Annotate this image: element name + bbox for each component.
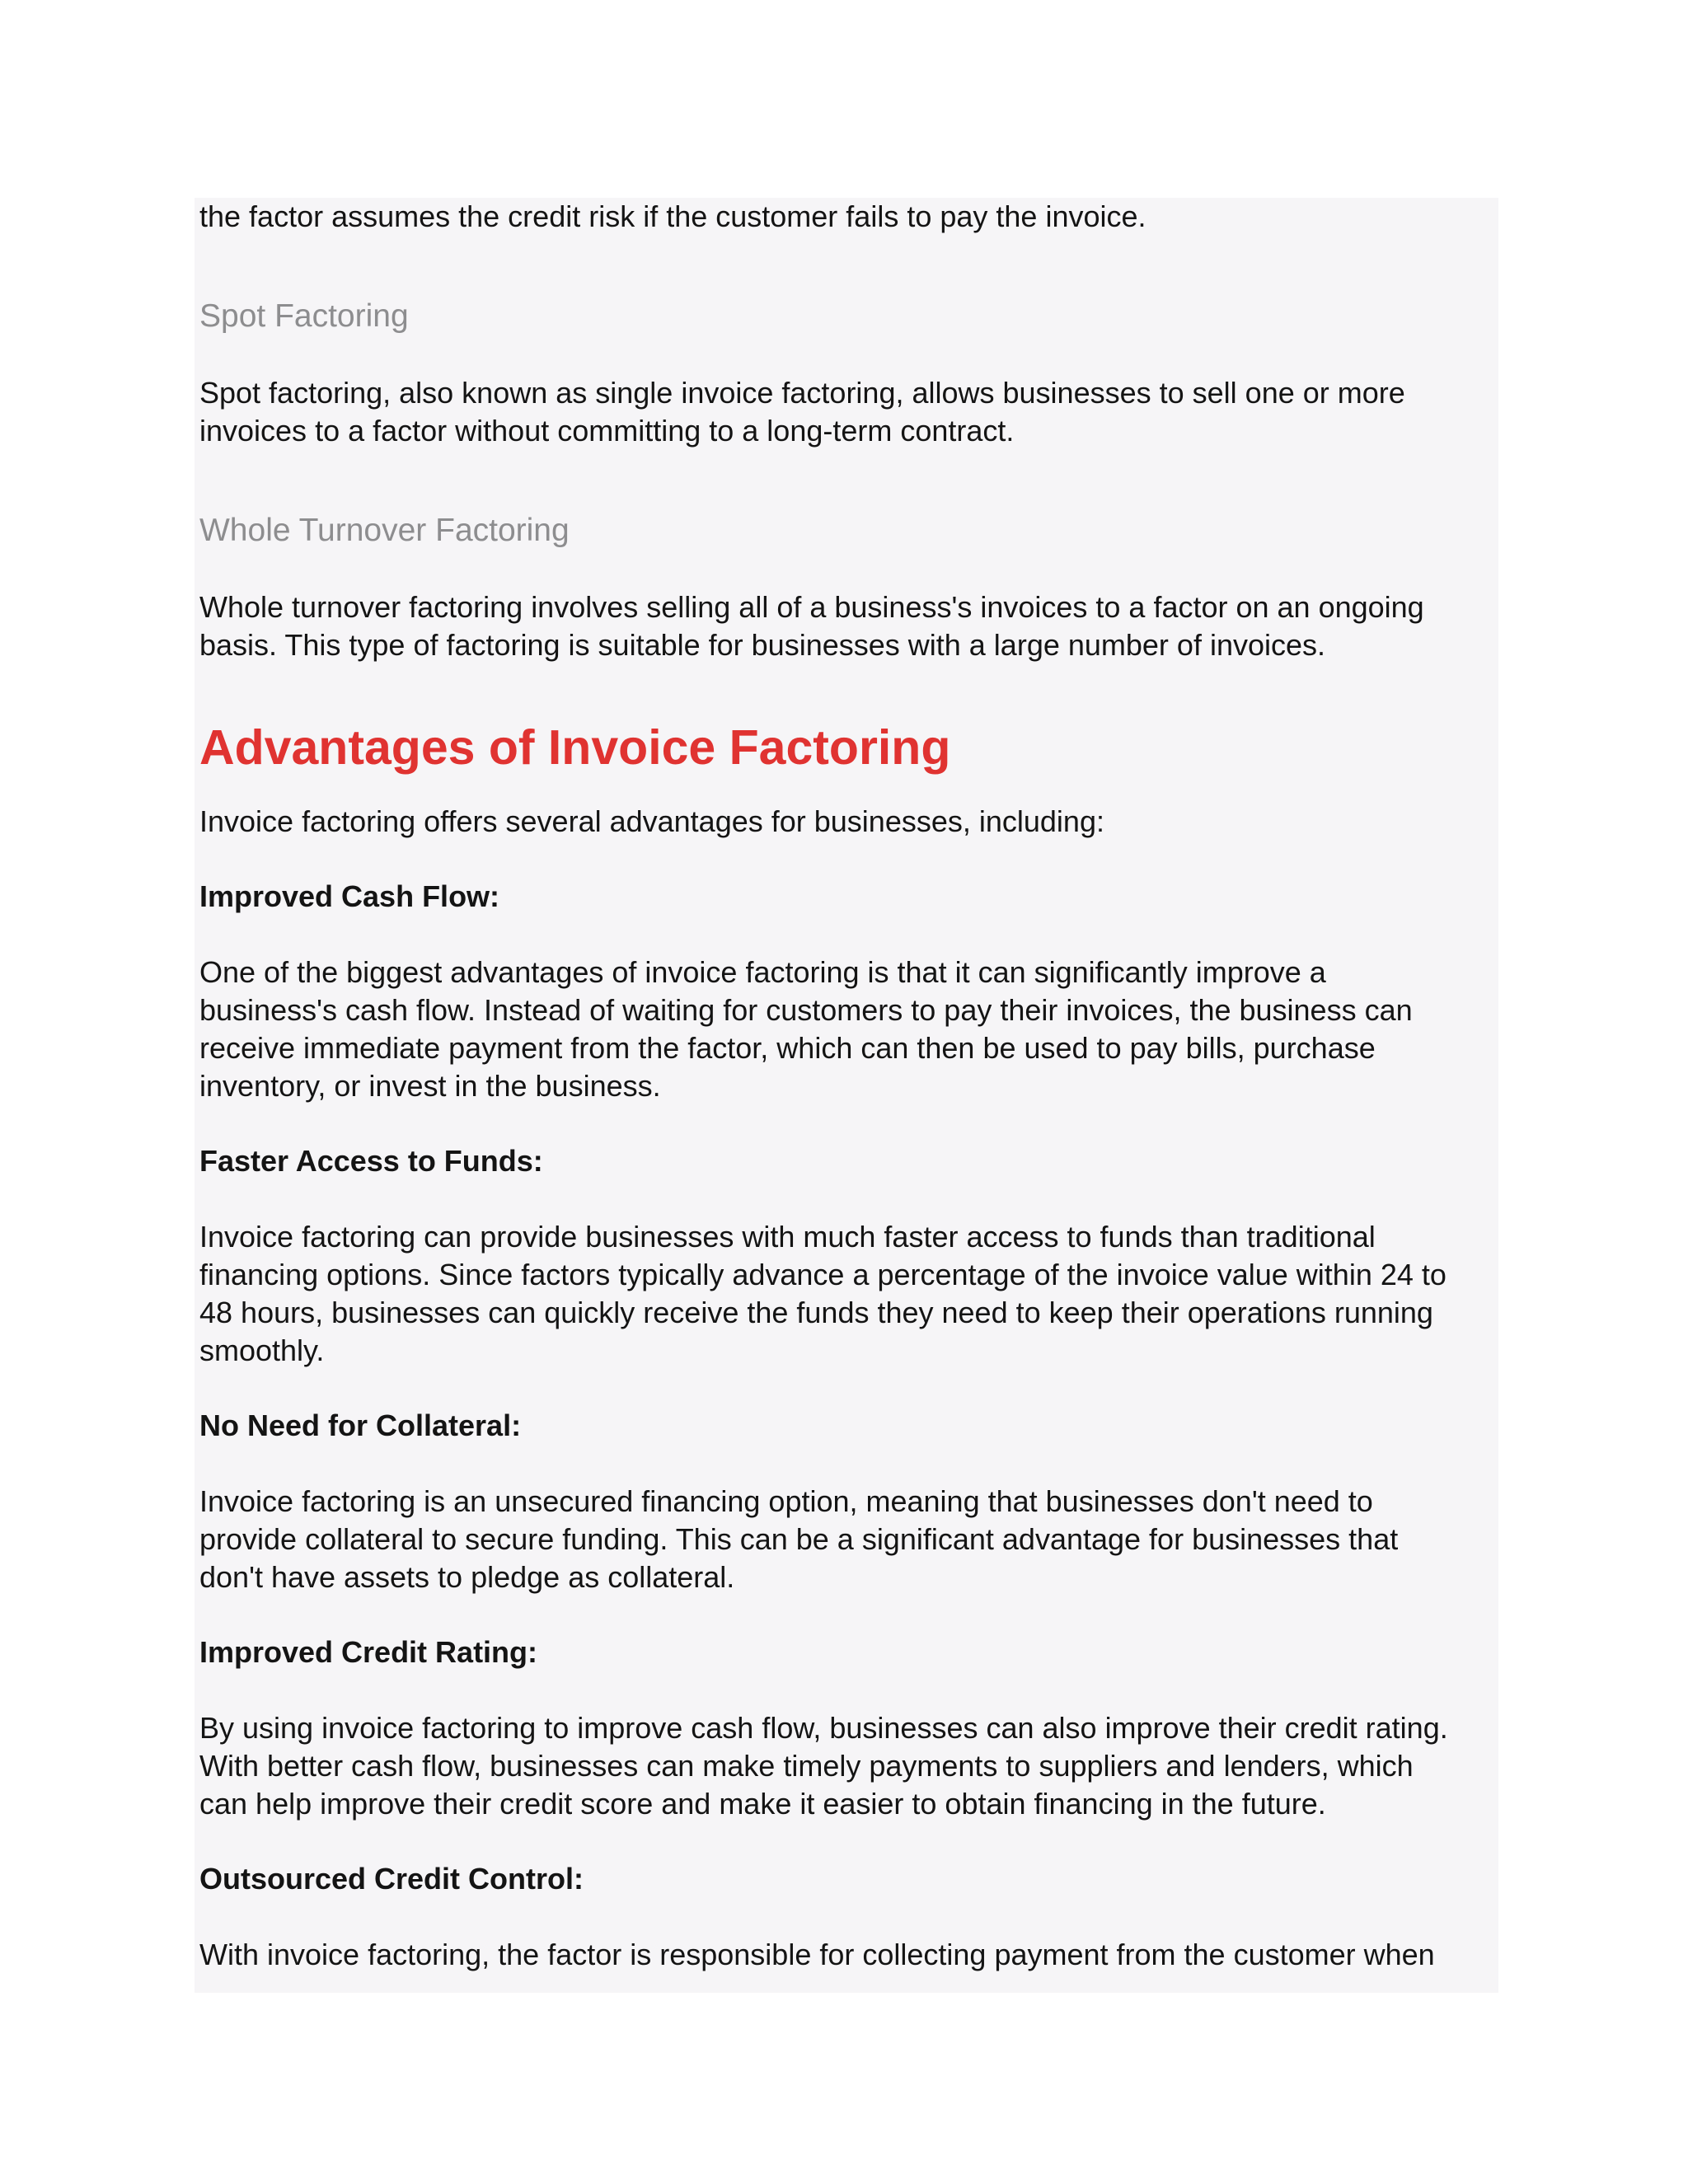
improved-credit-rating-label: Improved Credit Rating: <box>199 1635 538 1669</box>
paragraph-line: With invoice factoring, the factor is responsible for collecting payment from the customer when <box>199 1938 1435 1971</box>
paragraph-line: 48 hours, businesses can quickly receive the funds they need to keep their operations running <box>199 1296 1433 1329</box>
spot-factoring-heading: Spot Factoring <box>199 298 409 334</box>
intro-continuation-paragraph <box>199 198 1493 236</box>
improved-credit-rating-paragraph <box>199 1709 1493 1823</box>
document-content <box>199 198 1493 1974</box>
paragraph-line: With better cash flow, businesses can make timely payments to suppliers and lenders, which <box>199 1749 1414 1783</box>
paragraph-line: basis. This type of factoring is suitable for businesses with a large number of invoices. <box>199 628 1326 662</box>
paragraph-line: business's cash flow. Instead of waiting for customers to pay their invoices, the business can <box>199 993 1413 1027</box>
spot-factoring-paragraph <box>199 374 1493 450</box>
paragraph-line: Whole turnover factoring involves selling all of a business's invoices to a factor on an ongoing <box>199 590 1424 624</box>
no-collateral-paragraph <box>199 1483 1493 1596</box>
paragraph-line: One of the biggest advantages of invoice factoring is that it can significantly improve a <box>199 955 1326 989</box>
outsourced-credit-control-paragraph <box>199 1936 1493 1974</box>
outsourced-credit-control-label: Outsourced Credit Control: <box>199 1862 584 1896</box>
paragraph-line: Invoice factoring is an unsecured financing option, meaning that businesses don't need to <box>199 1484 1373 1518</box>
whole-turnover-factoring-heading: Whole Turnover Factoring <box>199 513 570 548</box>
paragraph-line: Spot factoring, also known as single invoice factoring, allows businesses to sell one or more <box>199 376 1405 410</box>
no-collateral-label: No Need for Collateral: <box>199 1408 522 1442</box>
faster-access-label: Faster Access to Funds: <box>199 1144 543 1178</box>
paragraph-line: smoothly. <box>199 1333 325 1367</box>
advantages-intro-paragraph: Invoice factoring offers several advantages for businesses, including: <box>199 804 1104 838</box>
paragraph-line: inventory, or invest in the business. <box>199 1069 661 1103</box>
improved-cash-flow-label: Improved Cash Flow: <box>199 879 500 913</box>
paragraph-line: don't have assets to pledge as collateral. <box>199 1560 735 1594</box>
whole-turnover-factoring-paragraph <box>199 588 1493 664</box>
intro-continuation-line: the factor assumes the credit risk if the customer fails to pay the invoice. <box>199 199 1146 233</box>
paragraph-line: can help improve their credit score and make it easier to obtain financing in the future. <box>199 1787 1326 1821</box>
paragraph-line: invoices to a factor without committing to a long-term contract. <box>199 414 1015 448</box>
paragraph-line: provide collateral to secure funding. This can be a significant advantage for businesses that <box>199 1522 1399 1556</box>
paragraph-line: receive immediate payment from the factor, which can then be used to pay bills, purchase <box>199 1031 1376 1065</box>
faster-access-paragraph <box>199 1218 1493 1370</box>
improved-cash-flow-paragraph <box>199 954 1493 1105</box>
paragraph-line: financing options. Since factors typically advance a percentage of the invoice value within 24 to <box>199 1258 1447 1291</box>
paragraph-line: By using invoice factoring to improve cash flow, businesses can also improve their credit rating. <box>199 1711 1448 1745</box>
advantages-heading: Advantages of Invoice Factoring <box>199 720 951 775</box>
paragraph-line: Invoice factoring can provide businesses with much faster access to funds than traditional <box>199 1220 1376 1254</box>
